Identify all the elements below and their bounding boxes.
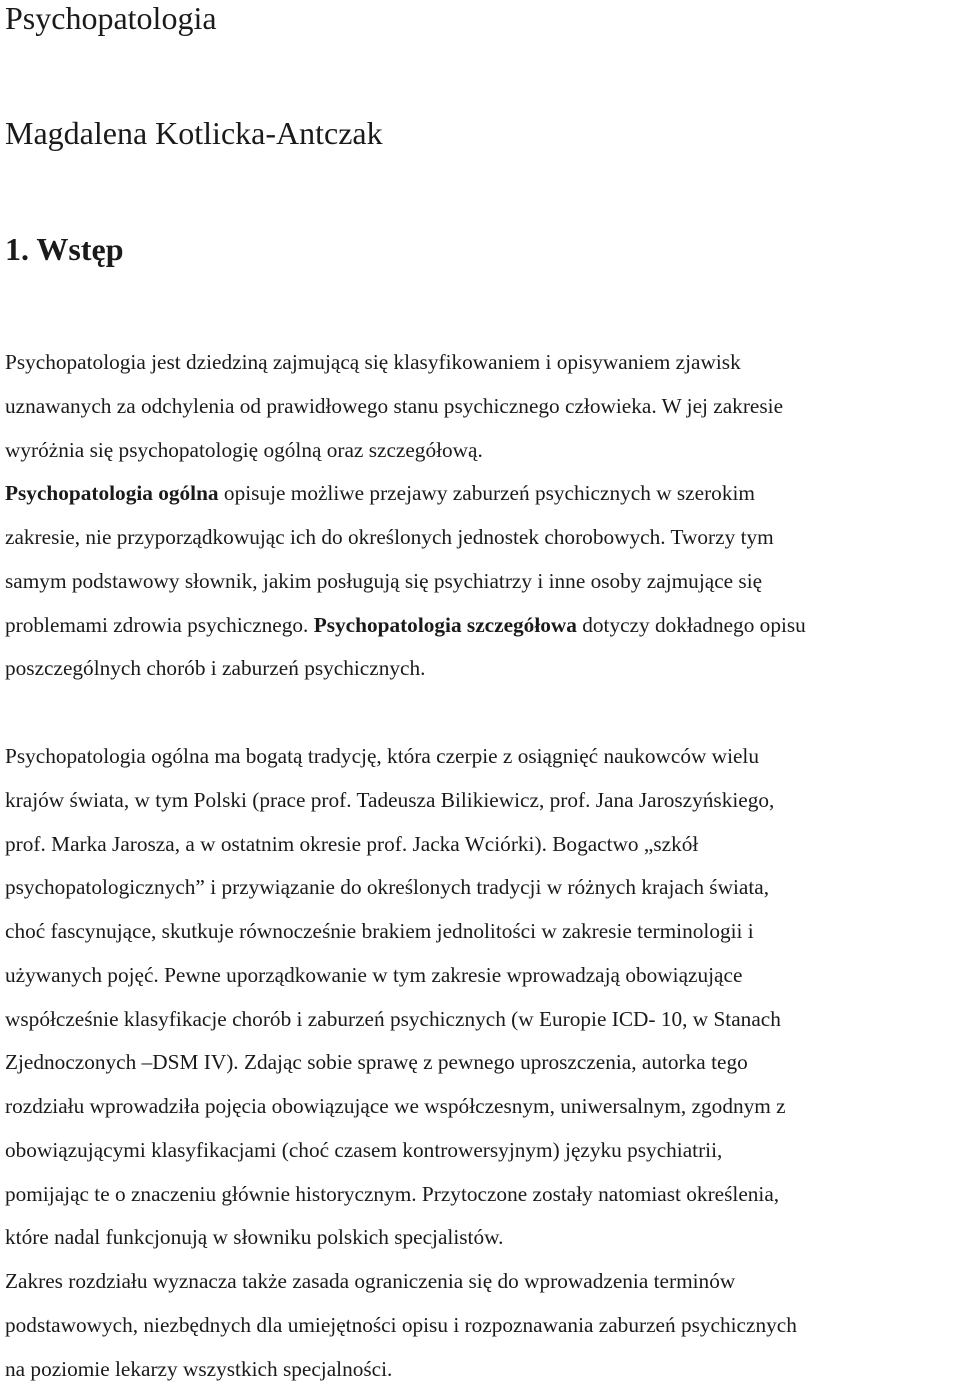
- section-heading: 1. Wstęp: [5, 229, 124, 269]
- paragraph-line: Psychopatologia ogólna ma bogatą tradycję, która czerpie z osiągnięć naukowców wielu: [5, 735, 960, 779]
- paragraph-line: rozdziału wprowadziła pojęcia obowiązujące we współczesnym, uniwersalnym, zgodnym z: [5, 1085, 960, 1129]
- paragraph-line: [5, 472, 960, 516]
- paragraph-line: Zakres rozdziału wyznacza także zasada ograniczenia się do wprowadzenia terminów: [5, 1260, 960, 1304]
- bold-term: Psychopatologia szczegółowa: [314, 613, 577, 637]
- paragraph-line: poszczególnych chorób i zaburzeń psychicznych.: [5, 647, 960, 691]
- paragraph-line: wyróżnia się psychopatologię ogólną oraz szczegółową.: [5, 429, 960, 473]
- paragraph-line: prof. Marka Jarosza, a w ostatnim okresie prof. Jacka Wciórki). Bogactwo „szkół: [5, 823, 960, 867]
- paragraph-1: [5, 341, 960, 691]
- paragraph-line: współcześnie klasyfikacje chorób i zaburzeń psychicznych (w Europie ICD- 10, w Stanach: [5, 998, 960, 1042]
- line-text: opisuje możliwe przejawy zaburzeń psychicznych w szerokim: [219, 481, 755, 505]
- paragraph-line: używanych pojęć. Pewne uporządkowanie w tym zakresie wprowadzają obowiązujące: [5, 954, 960, 998]
- paragraph-line: obowiązującymi klasyfikacjami (choć czasem kontrowersyjnym) języku psychiatrii,: [5, 1129, 960, 1173]
- paragraph-line: na poziomie lekarzy wszystkich specjalności.: [5, 1348, 960, 1391]
- paragraph-2: [5, 735, 960, 1391]
- paragraph-line: krajów świata, w tym Polski (prace prof. Tadeusza Bilikiewicz, prof. Jana Jaroszyńskiego,: [5, 779, 960, 823]
- paragraph-line: Psychopatologia jest dziedziną zajmującą się klasyfikowaniem i opisywaniem zjawisk: [5, 341, 960, 385]
- line-text: dotyczy dokładnego opisu: [577, 613, 806, 637]
- paragraph-line: [5, 604, 960, 648]
- paragraph-line: Zjednoczonych –DSM IV). Zdając sobie sprawę z pewnego uproszczenia, autorka tego: [5, 1041, 960, 1085]
- paragraph-line: choć fascynujące, skutkuje równocześnie brakiem jednolitości w zakresie terminologii i: [5, 910, 960, 954]
- paragraph-line: psychopatologicznych” i przywiązanie do określonych tradycji w różnych krajach świata,: [5, 866, 960, 910]
- document-author: Magdalena Kotlicka-Antczak: [5, 113, 383, 153]
- paragraph-line: podstawowych, niezbędnych dla umiejętności opisu i rozpoznawania zaburzeń psychicznych: [5, 1304, 960, 1348]
- paragraph-line: zakresie, nie przyporządkowując ich do określonych jednostek chorobowych. Tworzy tym: [5, 516, 960, 560]
- paragraph-line: uznawanych za odchylenia od prawidłowego stanu psychicznego człowieka. W jej zakresie: [5, 385, 960, 429]
- paragraph-line: samym podstawowy słownik, jakim posługują się psychiatrzy i inne osoby zajmujące się: [5, 560, 960, 604]
- paragraph-line: pomijając te o znaczeniu głównie historycznym. Przytoczone zostały natomiast określenia,: [5, 1173, 960, 1217]
- document-title: Psychopatologia: [5, 0, 217, 38]
- line-text: problemami zdrowia psychicznego.: [5, 613, 314, 637]
- paragraph-line: które nadal funkcjonują w słowniku polskich specjalistów.: [5, 1216, 960, 1260]
- bold-term: Psychopatologia ogólna: [5, 481, 219, 505]
